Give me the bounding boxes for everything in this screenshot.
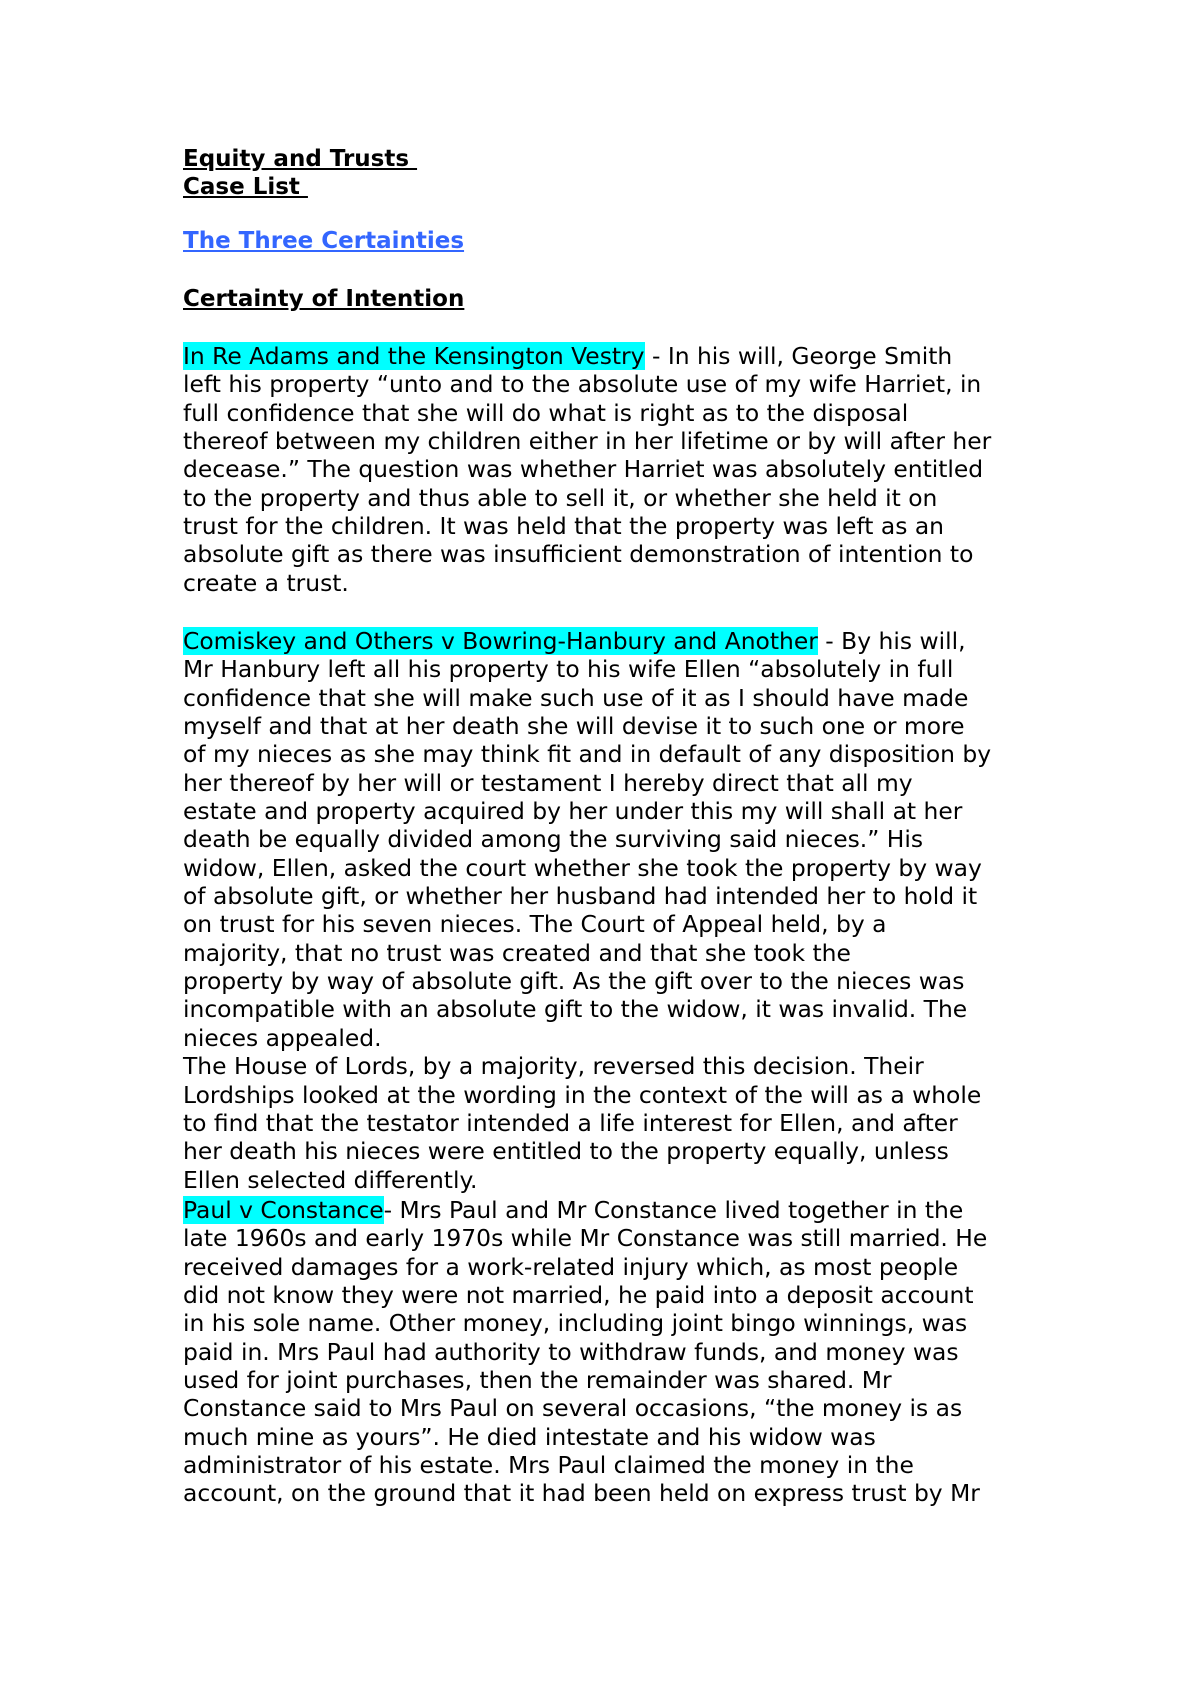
case-line: trust for the children. It was held that the property was left as an	[183, 512, 944, 541]
case-paragraph-comiskey	[183, 627, 1063, 1194]
case-paragraph-paul	[183, 1196, 1063, 1508]
case-name-highlight: Paul v Constance	[183, 1196, 384, 1224]
case-line: to the property and thus able to sell it, or whether she held it on	[183, 483, 938, 512]
case-line: Comiskey and Others v Bowring-Hanbury and Another - By his will,	[183, 627, 966, 655]
case-line: death be equally divided among the surviving said nieces.” His	[183, 825, 924, 854]
case-line: in his sole name. Other money, including joint bingo winnings, was	[183, 1309, 968, 1338]
case-line: thereof between my children either in her lifetime or by will after her	[183, 427, 992, 456]
case-line: full confidence that she will do what is right as to the disposal	[183, 398, 909, 427]
case-line: administrator of his estate. Mrs Paul claimed the money in the	[183, 1451, 914, 1480]
case-line: used for joint purchases, then the remainder was shared. Mr	[183, 1366, 892, 1395]
case-line: confidence that she will make such use of it as I should have made	[183, 683, 969, 712]
case-line: myself and that at her death she will devise it to such one or more	[183, 712, 965, 741]
case-line: incompatible with an absolute gift to the widow, it was invalid. The	[183, 995, 968, 1024]
case-line: nieces appealed.	[183, 1023, 382, 1052]
case-line: Constance said to Mrs Paul on several occasions, “the money is as	[183, 1394, 963, 1423]
case-line: widow, Ellen, asked the court whether she took the property by way	[183, 853, 982, 882]
case-line: of my nieces as she may think fit and in default of any disposition by	[183, 740, 992, 769]
case-line: on trust for his seven nieces. The Court of Appeal held, by a	[183, 910, 887, 939]
case-line: majority, that no trust was created and that she took the	[183, 938, 851, 967]
section-heading: Certainty of Intention	[183, 286, 465, 312]
document-title: Equity and Trusts	[183, 146, 418, 172]
case-name-highlight: In Re Adams and the Kensington Vestry	[183, 342, 645, 370]
case-paragraph-adams	[183, 342, 1063, 597]
case-line: paid in. Mrs Paul had authority to withdraw funds, and money was	[183, 1337, 959, 1366]
case-line: did not know they were not married, he paid into a deposit account	[183, 1281, 974, 1310]
case-line: to find that the testator intended a life interest for Ellen, and after	[183, 1108, 958, 1137]
case-line: In Re Adams and the Kensington Vestry - In his will, George Smith	[183, 342, 953, 370]
case-line: of absolute gift, or whether her husband had intended her to hold it	[183, 882, 978, 911]
case-line: absolute gift as there was insufficient demonstration of intention to	[183, 540, 974, 569]
case-line: Mr Hanbury left all his property to his wife Ellen “absolutely in full	[183, 655, 954, 684]
case-line: received damages for a work-related injury which, as most people	[183, 1252, 959, 1281]
case-line: estate and property acquired by her under this my will shall at her	[183, 797, 963, 826]
case-line: her death his nieces were entitled to the property equally, unless	[183, 1137, 949, 1166]
section-link-three-certainties[interactable]: The Three Certainties	[183, 228, 465, 254]
case-line: decease.” The question was whether Harriet was absolutely entitled	[183, 455, 984, 484]
case-line: Ellen selected differently.	[183, 1165, 478, 1194]
case-line: much mine as yours”. He died intestate and his widow was	[183, 1422, 876, 1451]
case-line: Lordships looked at the wording in the context of the will as a whole	[183, 1080, 982, 1109]
case-line: left his property “unto and to the absolute use of my wife Harriet, in	[183, 370, 982, 399]
case-line: late 1960s and early 1970s while Mr Constance was still married. He	[183, 1224, 988, 1253]
case-name-highlight: Comiskey and Others v Bowring-Hanbury and Another	[183, 627, 818, 655]
document-subtitle: Case List	[183, 174, 308, 200]
case-line: The House of Lords, by a majority, reversed this decision. Their	[183, 1052, 924, 1081]
case-line: Paul v Constance- Mrs Paul and Mr Constance lived together in the	[183, 1196, 964, 1224]
case-line: create a trust.	[183, 568, 349, 597]
case-line: account, on the ground that it had been held on express trust by Mr	[183, 1479, 980, 1508]
case-line: her thereof by her will or testament I hereby direct that all my	[183, 768, 913, 797]
case-line: property by way of absolute gift. As the gift over to the nieces was	[183, 967, 965, 996]
